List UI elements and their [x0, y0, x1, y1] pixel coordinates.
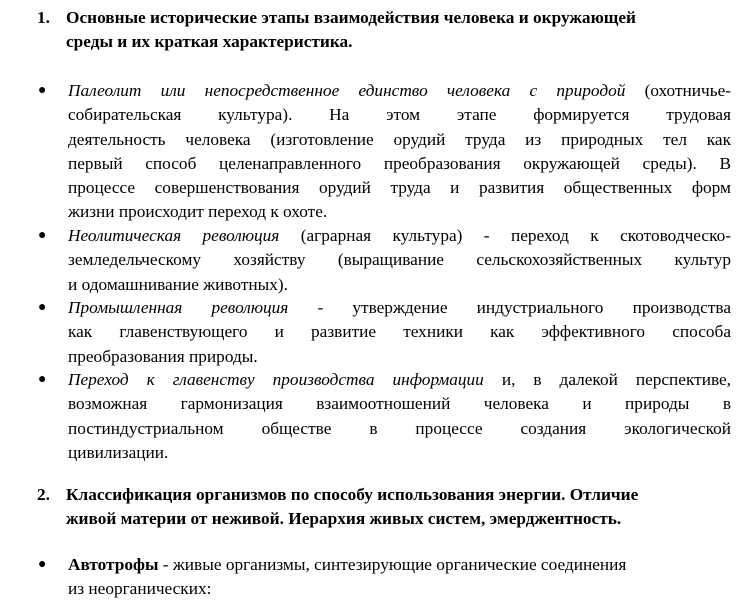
- text-line: земледельческому хозяйству (выращивание сельскохозяйственных культур: [68, 250, 731, 270]
- text-line: цивилизации.: [68, 442, 169, 462]
- text-line: [68, 224, 731, 248]
- item-lead: Автотрофы: [68, 555, 159, 574]
- item-text: и, в далекой перспективе,: [483, 370, 731, 389]
- text-line: [68, 296, 731, 320]
- list-item-neolithic: [38, 224, 731, 297]
- text-line: и одомашнивание животных).: [68, 274, 288, 294]
- bullet-icon: ●: [38, 228, 47, 243]
- bullet-icon: ●: [38, 300, 47, 315]
- text-line: из неорганических:: [68, 579, 212, 599]
- text-line: как главенствующего и развитие техники как эффективного способа: [68, 322, 731, 342]
- item-lead: Промышленная революция: [68, 298, 289, 317]
- item-text: (охотничье-: [625, 81, 731, 100]
- section-title: [66, 6, 737, 55]
- section-1-heading: [37, 6, 737, 55]
- text-line: преобразования природы.: [68, 346, 258, 366]
- item-lead: Неолитическая революция: [68, 226, 280, 245]
- section-title-line: Основные исторические этапы взаимодействия человека и окружающей: [66, 8, 636, 27]
- section-number: 1.: [37, 8, 50, 27]
- section-2-heading: [37, 483, 737, 532]
- text-line: жизни происходит переход к охоте.: [68, 202, 328, 222]
- section-title: [66, 483, 737, 532]
- section-title-line: живой материи от неживой. Иерархия живых систем, эмерджентность.: [66, 509, 622, 529]
- text-line: процессе совершенствования орудий труда и развития общественных форм: [68, 178, 731, 198]
- item-text: - утверждение индустриального производства: [288, 298, 731, 317]
- text-line: деятельность человека (изготовление орудий труда из природных тел как: [68, 129, 731, 149]
- list-item-information: [38, 368, 731, 465]
- item-lead: Переход к главенству производства информации: [68, 370, 484, 389]
- text-line: возможная гармонизация взаимоотношений человека и природы в: [68, 394, 731, 414]
- text-line: [68, 79, 731, 103]
- list-item-industrial: [38, 296, 731, 369]
- section-title-line: Классификация организмов по способу использования энергии. Отличие: [66, 485, 639, 504]
- bullet-icon: ●: [38, 557, 47, 572]
- text-line: первый способ целенаправленного преобразования окружающей среды). В: [68, 153, 731, 173]
- text-line: [68, 553, 731, 577]
- text-line: постиндустриальном обществе в процессе создания экологической: [68, 418, 731, 438]
- section-number: 2.: [37, 485, 50, 504]
- item-text: - живые организмы, синтезирующие органические соединения: [158, 555, 627, 574]
- text-line: собирательская культура). На этом этапе формируется трудовая: [68, 105, 731, 125]
- text-line: [68, 368, 731, 392]
- list-item-autotrophs: [38, 553, 731, 602]
- section-title-line: среды и их краткая характеристика.: [66, 32, 353, 52]
- bullet-icon: ●: [38, 83, 47, 98]
- list-item-paleolith: [38, 79, 731, 225]
- bullet-icon: ●: [38, 372, 47, 387]
- item-text: (аграрная культура) - переход к скотоводческо-: [279, 226, 731, 245]
- item-lead: Палеолит или непосредственное единство человека с природой: [68, 81, 626, 100]
